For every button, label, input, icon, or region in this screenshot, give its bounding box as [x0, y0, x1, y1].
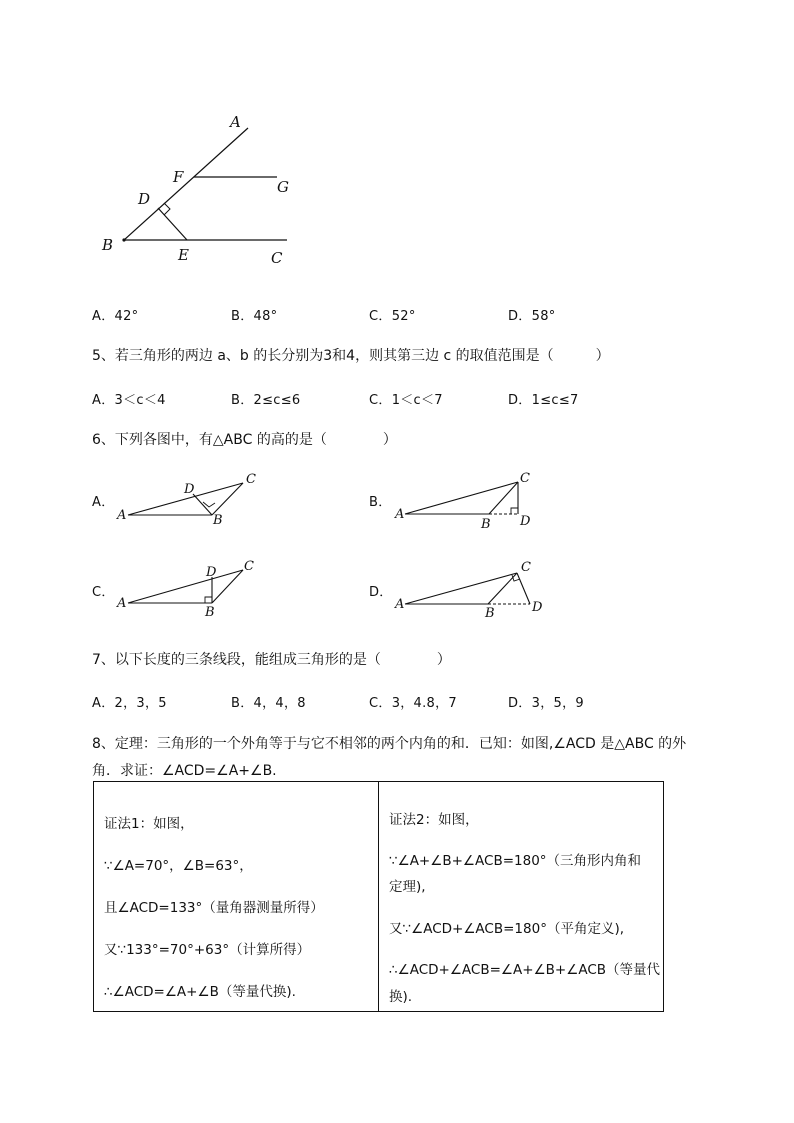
proof1-line-1: 证法1：如图， [104, 816, 194, 832]
label-g: G [277, 178, 289, 196]
option-d[interactable] [508, 305, 556, 324]
label-c: C [244, 559, 254, 574]
option-text: 3，4.8，7 [391, 696, 458, 711]
option-letter: D． [508, 393, 532, 408]
proof2-line-5: ∴∠ACD+∠ACB=∠A+∠B+∠ACB（等量代 [389, 962, 661, 978]
label-b: B [481, 517, 491, 530]
option-a[interactable] [92, 389, 166, 408]
q6-figure-b[interactable] [388, 465, 538, 530]
proof1-line-3: 且∠ACD=133°（量角器测量所得） [104, 900, 324, 916]
option-b[interactable] [231, 389, 301, 408]
label-d: D [138, 190, 151, 208]
q6-figure-a[interactable] [110, 465, 260, 530]
side-bc [489, 482, 518, 514]
proof1-line-5: ∴∠ACD=∠A+∠B（等量代换). [104, 984, 296, 1000]
option-d[interactable] [508, 692, 584, 711]
q6-figure-d[interactable] [388, 555, 548, 620]
point-b [122, 238, 125, 241]
option-d[interactable] [508, 389, 579, 408]
label-d: D [520, 514, 531, 529]
label-c: C [271, 249, 283, 267]
option-letter: C． [369, 393, 392, 408]
label-c: C [246, 472, 256, 487]
option-b-letter[interactable]: B． [369, 495, 392, 510]
segment-de [158, 208, 187, 240]
label-a: A [395, 597, 405, 612]
option-text: 42° [114, 309, 139, 324]
label-e: E [178, 246, 189, 264]
option-d-letter[interactable]: D． [369, 585, 393, 600]
proof2-line-6: 换). [389, 989, 413, 1005]
proof2-line-2: ∵∠A+∠B+∠ACB=180°（三角形内角和 [389, 853, 642, 869]
label-c: C [521, 560, 531, 575]
option-text: 3＜c＜4 [114, 393, 166, 408]
right-angle-mark [511, 508, 518, 514]
option-c-letter[interactable]: C． [92, 585, 115, 600]
option-b[interactable] [231, 305, 277, 324]
side-ac [128, 570, 243, 603]
label-b: B [102, 236, 114, 254]
option-c[interactable] [369, 692, 457, 711]
option-letter: C． [369, 309, 392, 324]
label-a: A [230, 113, 241, 131]
label-b: B [485, 606, 495, 620]
label-d: D [184, 482, 195, 497]
option-c[interactable] [369, 305, 416, 324]
option-letter: A． [92, 393, 115, 408]
label-d: D [206, 565, 217, 580]
proof2-line-4: 又∵∠ACD+∠ACB=180°（平角定义), [389, 921, 624, 937]
label-a: A [395, 507, 405, 522]
right-angle-mark [164, 203, 170, 215]
label-d: D [532, 600, 543, 615]
option-letter: C． [369, 696, 392, 711]
option-letter: D． [508, 696, 532, 711]
option-text: 48° [253, 309, 278, 324]
proof2-line-3: 定理), [389, 879, 426, 895]
option-a[interactable] [92, 692, 167, 711]
option-a[interactable] [92, 305, 138, 324]
q6-stem: 6、下列各图中，有△ABC 的高的是（ ） [92, 432, 397, 448]
q8-stem-line2: 角．求证：∠ACD=∠A+∠B. [92, 763, 277, 779]
label-a: A [117, 508, 127, 523]
right-angle-mark [205, 597, 212, 603]
label-c: C [520, 471, 530, 486]
option-b[interactable] [231, 692, 306, 711]
label-a: A [117, 596, 127, 611]
label-b: B [205, 605, 215, 620]
option-c[interactable] [369, 389, 443, 408]
q5-stem: 5、若三角形的两边 a、b 的长分别为3和4，则其第三边 c 的取值范围是（ ） [92, 348, 610, 364]
option-letter: B． [231, 393, 254, 408]
label-f: F [173, 168, 184, 186]
option-text: 2，3，5 [114, 696, 167, 711]
proof1-line-2: ∵∠A=70°，∠B=63°， [104, 858, 253, 874]
option-letter: D． [508, 309, 532, 324]
option-text: 1＜c＜7 [391, 393, 443, 408]
option-text: 2≤c≤6 [253, 393, 301, 408]
option-a-letter[interactable]: A． [92, 495, 115, 510]
option-text: 3，5，9 [531, 696, 584, 711]
q6-figure-c[interactable] [110, 555, 260, 620]
side-ac [405, 482, 518, 514]
option-letter: A． [92, 309, 115, 324]
option-text: 52° [391, 309, 416, 324]
q7-stem: 7、以下长度的三条线段，能组成三角形的是（ ） [92, 652, 451, 668]
option-letter: A． [92, 696, 115, 711]
q4-figure [95, 108, 305, 273]
q8-stem-line1: 8、定理：三角形的一个外角等于与它不相邻的两个内角的和．已知：如图,∠ACD 是△ABC 的外 [92, 736, 687, 752]
proof2-line-1: 证法2：如图， [389, 812, 479, 828]
segment-bd [193, 494, 212, 515]
option-letter: B． [231, 309, 254, 324]
segment-cd [517, 573, 530, 604]
option-text: 4，4，8 [253, 696, 306, 711]
option-letter: B． [231, 696, 254, 711]
label-b: B [213, 513, 223, 528]
proof1-line-4: 又∵133°=70°+63°（计算所得） [104, 942, 311, 958]
side-ac [405, 573, 517, 604]
option-text: 58° [531, 309, 556, 324]
ray-ba [124, 128, 248, 240]
option-text: 1≤c≤7 [531, 393, 579, 408]
